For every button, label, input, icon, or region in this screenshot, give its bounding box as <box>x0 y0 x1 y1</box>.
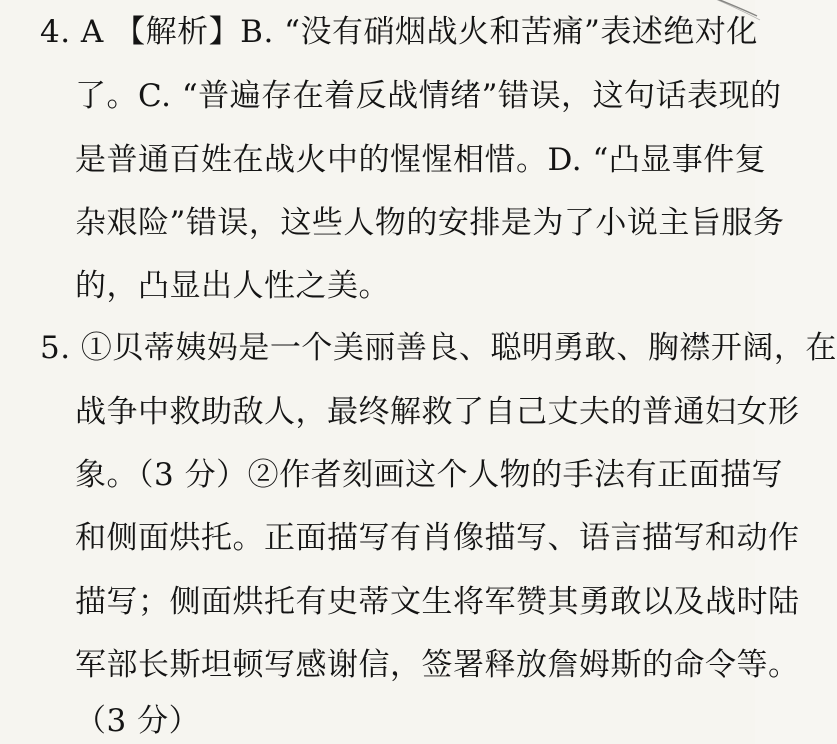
answer-line-q5-3: 象。（3 分）②作者刻画这个人物的手法有正面描写 <box>75 457 784 493</box>
answer-line-q5-7: （3 分） <box>75 703 201 739</box>
answer-line-q4-4: 杂艰险”错误，这些人物的安排是为了小说主旨服务 <box>75 205 785 241</box>
answer-line-q5-5: 描写；侧面烘托有史蒂文生将军赞其勇敢以及战时陆 <box>75 584 800 620</box>
answer-line-q5-4: 和侧面烘托。正面描写有肖像描写、语言描写和动作 <box>75 520 800 556</box>
answer-line-q5-1: 5. ①贝蒂姨妈是一个美丽善良、聪明勇敢、胸襟开阔，在 <box>40 330 837 366</box>
answer-line-q4-5: 的，凸显出人性之美。 <box>75 268 390 304</box>
answer-line-q4-3: 是普通百姓在战火中的惺惺相惜。D. “凸显事件复 <box>75 142 767 178</box>
answer-line-q4-1: 4. A 【解析】B. “没有硝烟战火和苦痛”表述绝对化 <box>40 14 758 50</box>
answer-line-q5-6: 军部长斯坦顿写感谢信，签署释放詹姆斯的命令等。 <box>75 647 800 683</box>
answer-line-q5-2: 战争中救助敌人，最终解救了自己丈夫的普通妇女形 <box>75 394 800 430</box>
answer-line-q4-2: 了。C. “普遍存在着反战情绪”错误，这句话表现的 <box>75 78 782 114</box>
